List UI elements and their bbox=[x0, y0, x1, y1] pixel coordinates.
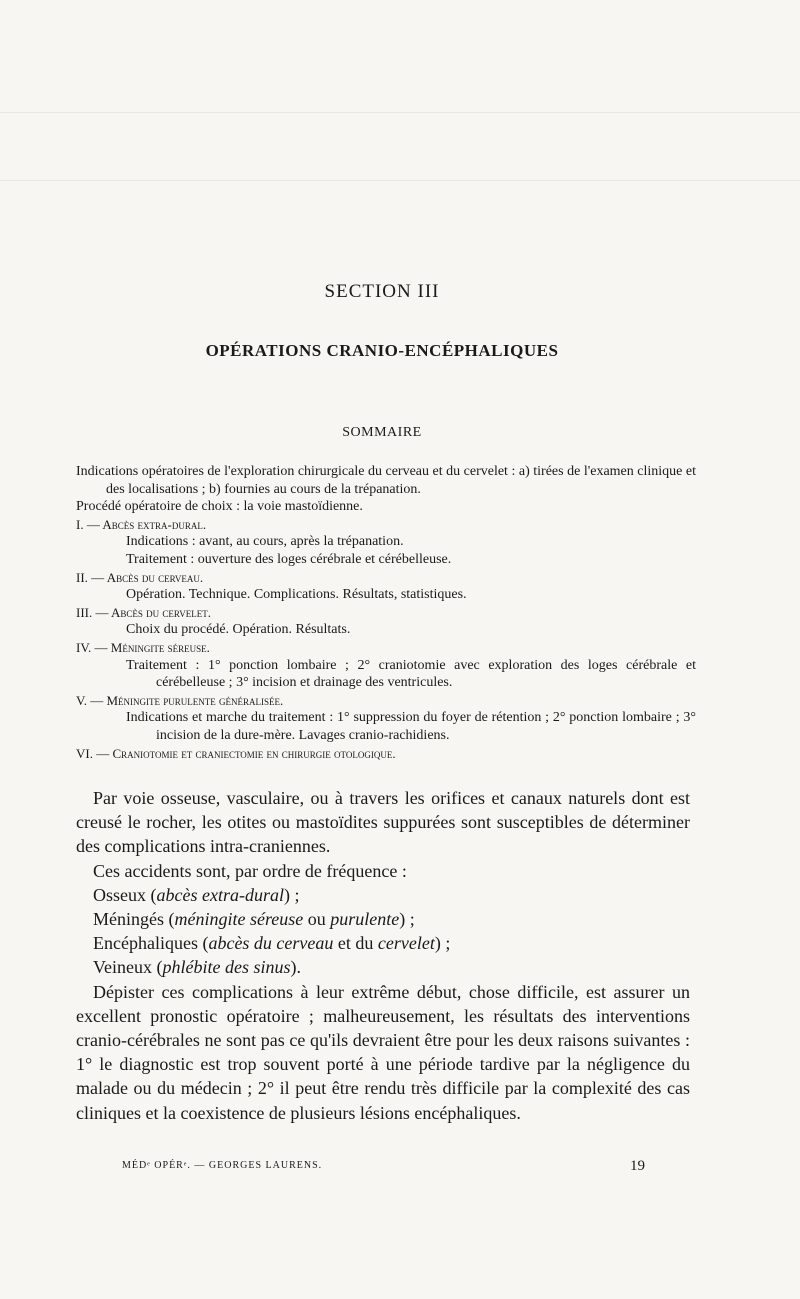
summary-section-2: II. — Abcès du cerveau. bbox=[76, 569, 204, 585]
bleed-line bbox=[0, 112, 800, 113]
bleed-line bbox=[0, 180, 800, 181]
section-label: SECTION III bbox=[324, 281, 440, 302]
footer-running-head: MÉDᵉ OPÉRᵉ. — GEORGES LAURENS. bbox=[122, 1160, 323, 1171]
paragraph: Par voie osseuse, vasculaire, ou à travers les orifices et canaux naturels dont est creusé le rocher, les otites ou mastoïdites suppurées sont susceptibles de déterminer des complications intra-craniennes. bbox=[76, 788, 690, 857]
page-number: 19 bbox=[630, 1158, 645, 1174]
summary-block bbox=[76, 463, 696, 762]
list-item: Veineux (phlébite des sinus). bbox=[93, 957, 301, 978]
list-item: Encéphaliques (abcès du cerveau et du cervelet) ; bbox=[93, 933, 451, 954]
summary-item: Indications et marche du traitement : 1° suppression du foyer de rétention ; 2° ponction lombaire ; 3° incision de la dure-mère. Lavages cranio-rachidiens. bbox=[126, 710, 696, 743]
summary-item: Traitement : 1° ponction lombaire ; 2° craniotomie avec exploration des loges cérébrale et cérébelleuse ; 3° incision et drainage des ventricules. bbox=[126, 657, 696, 691]
paragraph: Dépister ces complications à leur extrême début, chose difficile, est assurer un excellent pronostic opératoire ; malheureusement, les résultats des interventions cranio-cérébrales ne sont pas ce qu'ils devraient être pour les deux raisons suivantes : 1° le diagnostic est trop souvent porté à une période tardive par la négligence du malade ou du médecin ; 2° il peut être rendu très difficile par la complexité des cas cliniques et la coexistence de plusieurs lésions encéphaliques. bbox=[76, 981, 690, 1123]
page-title: OPÉRATIONS CRANIO-ENCÉPHALIQUES bbox=[205, 341, 559, 360]
summary-item: Opération. Technique. Complications. Résultats, statistiques. bbox=[126, 587, 467, 603]
summary-intro: Indications opératoires de l'exploration chirurgicale du cerveau et du cervelet : a) tirées de l'examen clinique et des localisations ; b) fournies au cours de la trépanation. bbox=[76, 464, 696, 497]
summary-procede: Procédé opératoire de choix : la voie mastoïdienne. bbox=[76, 499, 363, 515]
list-item: Méningés (méningite séreuse ou purulente) ; bbox=[93, 909, 415, 930]
summary-section-4: IV. — Méningite séreuse. bbox=[76, 639, 210, 655]
summary-section-5: V. — Méningite purulente généralisée. bbox=[76, 692, 284, 708]
summary-item: Traitement : ouverture des loges cérébrale et cérébelleuse. bbox=[126, 551, 452, 567]
sommaire-heading: SOMMAIRE bbox=[342, 425, 422, 440]
summary-section-3: III. — Abcès du cervelet. bbox=[76, 604, 211, 620]
summary-section-6: VI. — Craniotomie et craniectomie en chirurgie otologique. bbox=[76, 745, 396, 761]
body-text bbox=[76, 786, 690, 1125]
paragraph: Ces accidents sont, par ordre de fréquence : bbox=[93, 860, 407, 881]
summary-item: Choix du procédé. Opération. Résultats. bbox=[126, 622, 351, 638]
summary-section-1: I. — Abcès extra-dural. bbox=[76, 516, 207, 532]
summary-item: Indications : avant, au cours, après la trépanation. bbox=[126, 534, 404, 550]
list-item: Osseux (abcès extra-dural) ; bbox=[93, 884, 300, 905]
